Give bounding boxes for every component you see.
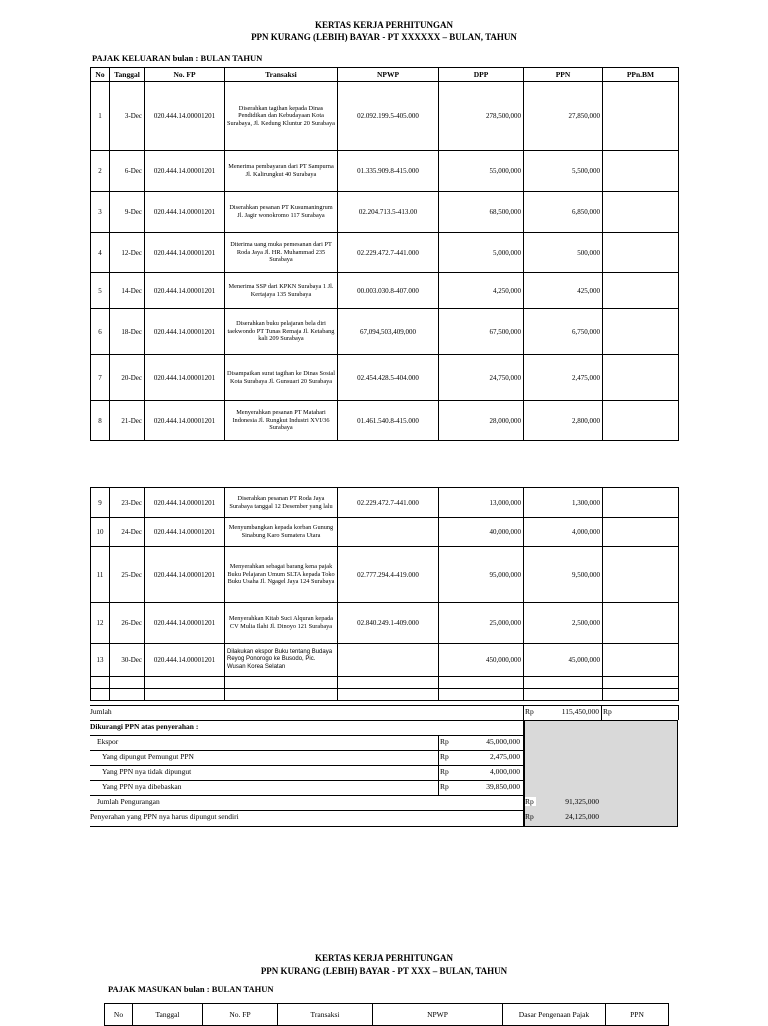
cell-fp: 020.444.14.00001201 xyxy=(145,547,225,603)
jumlah-label: Jumlah xyxy=(90,707,112,716)
cell-npwp: 02.454.428.5-404.000 xyxy=(338,355,439,401)
cell-fp: 020.444.14.00001201 xyxy=(145,644,225,677)
table-row xyxy=(91,677,679,689)
table-row xyxy=(91,273,679,309)
cell-ppn: 45,000,000 xyxy=(524,644,603,677)
header-ppn: PPN xyxy=(524,68,603,82)
cell-ppnbm xyxy=(603,273,679,309)
cell-ppnbm xyxy=(603,401,679,441)
cell-ppnbm xyxy=(603,355,679,401)
item-value: 4,000,000 xyxy=(490,767,520,776)
table-row xyxy=(91,547,679,603)
table-row xyxy=(91,603,679,644)
cell-tanggal: 6-Dec xyxy=(110,151,145,192)
cell-ppnbm xyxy=(603,151,679,192)
cell-dpp: 28,000,000 xyxy=(439,401,524,441)
item-label: Yang dipungut Pemungut PPN xyxy=(102,752,194,761)
cell-tanggal: 21-Dec xyxy=(110,401,145,441)
pajak-keluaran-continued-table xyxy=(90,487,679,701)
cell-dpp: 450,000,000 xyxy=(439,644,524,677)
cell-npwp: 01.461.540.8-415.000 xyxy=(338,401,439,441)
cell-npwp xyxy=(338,518,439,547)
cell-tanggal: 20-Dec xyxy=(110,355,145,401)
table-row xyxy=(91,488,679,518)
penyerahan-label: Penyerahan yang PPN nya harus dipungut sendiri xyxy=(90,812,239,821)
rp-label: Rp xyxy=(603,707,612,716)
cell-ppn: 425,000 xyxy=(524,273,603,309)
rp-label: Rp xyxy=(440,752,449,761)
table-row xyxy=(91,233,679,273)
cell-dpp: 4,250,000 xyxy=(439,273,524,309)
item-label: Ekspor xyxy=(97,737,119,746)
cell-no: 6 xyxy=(91,309,110,355)
cell-transaksi: Disampaikan surat tagihan ke Dinas Sosial Kota Surabaya Jl. Gunsuari 20 Surabaya xyxy=(225,355,338,401)
cell-fp: 020.444.14.00001201 xyxy=(145,151,225,192)
cell-ppnbm xyxy=(603,192,679,233)
cell-ppnbm xyxy=(603,233,679,273)
cell-no: 1 xyxy=(91,82,110,151)
rp-label: Rp xyxy=(525,812,534,821)
section-pajak-masukan: PAJAK MASUKAN bulan : BULAN TAHUN xyxy=(108,984,274,994)
jumlah-pengurangan-value: 91,325,000 xyxy=(565,797,599,806)
cell-no: 5 xyxy=(91,273,110,309)
cell-dpp: 5,000,000 xyxy=(439,233,524,273)
cell-ppn: 27,850,000 xyxy=(524,82,603,151)
cell-npwp: 02.229.472.7-441.000 xyxy=(338,233,439,273)
cell-tanggal: 30-Dec xyxy=(110,644,145,677)
table-row xyxy=(91,151,679,192)
rp-label: Rp xyxy=(440,767,449,776)
cell-fp: 020.444.14.00001201 xyxy=(145,401,225,441)
cell-npwp: 02.840.249.1-409.000 xyxy=(338,603,439,644)
cell-transaksi: Menyerahkan pesanan PT Matahari Indonesia Jl. Rungkut Industri XVI/36 Surabaya xyxy=(225,401,338,441)
cell-fp: 020.444.14.00001201 xyxy=(145,488,225,518)
cell-fp: 020.444.14.00001201 xyxy=(145,603,225,644)
cell-ppnbm xyxy=(603,488,679,518)
cell-no: 8 xyxy=(91,401,110,441)
header-ppnbm: PPn.BM xyxy=(603,68,679,82)
header-ppn: PPN xyxy=(606,1004,669,1026)
item-value: 2,475,000 xyxy=(490,752,520,761)
cell-npwp: 02.777.294.4-419.000 xyxy=(338,547,439,603)
table-row xyxy=(91,401,679,441)
cell-tanggal: 24-Dec xyxy=(110,518,145,547)
pajak-masukan-table xyxy=(104,1003,669,1026)
item-label: Yang PPN nya dibebaskan xyxy=(102,782,182,791)
cell-dpp: 25,000,000 xyxy=(439,603,524,644)
item-value: 45,000,000 xyxy=(486,737,520,746)
cell-tanggal: 12-Dec xyxy=(110,233,145,273)
cell-npwp xyxy=(338,644,439,677)
rp-label: Rp xyxy=(440,737,449,746)
cell-tanggal: 25-Dec xyxy=(110,547,145,603)
cell-tanggal: 9-Dec xyxy=(110,192,145,233)
doc-subtitle-2: PPN KURANG (LEBIH) BAYAR - PT XXX – BULAN, TAHUN xyxy=(260,966,508,976)
cell-no: 10 xyxy=(91,518,110,547)
cell-fp: 020.444.14.00001201 xyxy=(145,273,225,309)
cell-npwp: 01.335.909.8-415.000 xyxy=(338,151,439,192)
cell-fp: 020.444.14.00001201 xyxy=(145,355,225,401)
header-tanggal: Tanggal xyxy=(133,1004,203,1026)
doc-subtitle-1: PPN KURANG (LEBIH) BAYAR - PT XXXXXX – BULAN, TAHUN xyxy=(251,32,517,42)
header-dpp: Dasar Pengenaan Pajak xyxy=(503,1004,606,1026)
header-no: No xyxy=(91,68,110,82)
cell-ppnbm xyxy=(603,82,679,151)
rp-label: Rp xyxy=(525,707,534,716)
table-row xyxy=(91,82,679,151)
penyerahan-value: 24,125,000 xyxy=(565,812,599,821)
cell-ppn: 1,300,000 xyxy=(524,488,603,518)
cell-tanggal: 3-Dec xyxy=(110,82,145,151)
jumlah-pengurangan-label: Jumlah Pengurangan xyxy=(97,797,160,806)
cell-fp: 020.444.14.00001201 xyxy=(145,233,225,273)
table-row xyxy=(91,689,679,701)
cell-ppn: 9,500,000 xyxy=(524,547,603,603)
cell-tanggal: 23-Dec xyxy=(110,488,145,518)
dikurangi-label: Dikurangi PPN atas penyerahan : xyxy=(90,722,199,731)
table-row xyxy=(91,192,679,233)
cell-dpp: 55,000,000 xyxy=(439,151,524,192)
table-header-row xyxy=(91,68,679,82)
pajak-keluaran-table xyxy=(90,67,679,441)
header-transaksi: Transaksi xyxy=(278,1004,373,1026)
cell-dpp: 13,000,000 xyxy=(439,488,524,518)
cell-npwp: 02.092.199.5-405.000 xyxy=(338,82,439,151)
cell-transaksi: Diserahkan pesanan PT Roda Jaya Surabaya tanggal 12 Desember yang lalu xyxy=(225,488,338,518)
cell-dpp: 95,000,000 xyxy=(439,547,524,603)
section-pajak-keluaran: PAJAK KELUARAN bulan : BULAN TAHUN xyxy=(92,53,263,63)
cell-tanggal: 26-Dec xyxy=(110,603,145,644)
cell-npwp: 00.003.030.8-407.000 xyxy=(338,273,439,309)
cell-ppn: 6,750,000 xyxy=(524,309,603,355)
cell-fp: 020.444.14.00001201 xyxy=(145,82,225,151)
cell-ppnbm xyxy=(603,309,679,355)
cell-transaksi: Diserahkan tagihan kepada Dinas Pendidikan dan Kebudayaan Kota Surabaya, Jl. Kedung Kluntur 20 Surabaya xyxy=(225,82,338,151)
cell-ppnbm xyxy=(603,603,679,644)
cell-no: 7 xyxy=(91,355,110,401)
cell-transaksi: Diserahkan pesanan PT Kusumaningrum Jl. Jagir wonokromo 117 Surabaya xyxy=(225,192,338,233)
cell-ppnbm xyxy=(603,547,679,603)
cell-npwp: 02.229.472.7-441.000 xyxy=(338,488,439,518)
table-row xyxy=(91,309,679,355)
cell-transaksi: Dilakukan ekspor Buku tentang Budaya Reyog Ponorogo ke Busodo, Pic. Wusan Korea Selatan xyxy=(225,644,338,677)
cell-ppn: 2,800,000 xyxy=(524,401,603,441)
cell-dpp: 67,500,000 xyxy=(439,309,524,355)
table-row xyxy=(91,518,679,547)
cell-transaksi: Menerima pembayaran dari PT Sampurna Jl. Kalirungkut 40 Surabaya xyxy=(225,151,338,192)
cell-ppnbm xyxy=(603,644,679,677)
cell-transaksi: Menyerahkan sebagai barang kena pajak Buku Pelajaran Umum SLTA kepada Toko Buku Usaha Jl. Ngagel Jaya 124 Surabaya xyxy=(225,547,338,603)
cell-ppn: 4,000,000 xyxy=(524,518,603,547)
cell-transaksi: Menerima SSP dari KPKN Surabaya 1 Jl. Kertajaya 135 Surabaya xyxy=(225,273,338,309)
cell-transaksi: Menyerahkan Kitab Suci Alquran kepada CV Mulia Ilahi Jl. Dinoyo 121 Surabaya xyxy=(225,603,338,644)
header-transaksi: Transaksi xyxy=(225,68,338,82)
cell-no: 13 xyxy=(91,644,110,677)
cell-transaksi: Menyumbangkan kepada korban Gunung Sinabung Karo Sumatera Utara xyxy=(225,518,338,547)
cell-tanggal: 14-Dec xyxy=(110,273,145,309)
cell-ppn: 2,500,000 xyxy=(524,603,603,644)
header-npwp: NPWP xyxy=(338,68,439,82)
header-no: No xyxy=(105,1004,133,1026)
cell-dpp: 68,500,000 xyxy=(439,192,524,233)
cell-dpp: 24,750,000 xyxy=(439,355,524,401)
cell-ppn: 2,475,000 xyxy=(524,355,603,401)
cell-no: 3 xyxy=(91,192,110,233)
cell-no: 11 xyxy=(91,547,110,603)
shaded-area xyxy=(524,720,678,827)
cell-npwp: 67,094,503,409,000 xyxy=(338,309,439,355)
cell-ppnbm xyxy=(603,518,679,547)
rp-label: Rp xyxy=(440,782,449,791)
cell-transaksi: Diterima uang muka pemesanan dari PT Roda Jaya Jl. HR. Muhammad 235 Surabaya xyxy=(225,233,338,273)
cell-ppn: 6,850,000 xyxy=(524,192,603,233)
cell-ppn: 5,500,000 xyxy=(524,151,603,192)
cell-transaksi: Diserahkan buku pelajaran bela diri taekwondo PT Tunas Remaja Jl. Ketabang kali 209 Surabaya xyxy=(225,309,338,355)
header-no-fp: No. FP xyxy=(203,1004,278,1026)
rp-label: Rp xyxy=(525,797,534,806)
cell-dpp: 278,500,000 xyxy=(439,82,524,151)
cell-fp: 020.444.14.00001201 xyxy=(145,192,225,233)
item-value: 39,850,000 xyxy=(486,782,520,791)
cell-tanggal: 18-Dec xyxy=(110,309,145,355)
cell-no: 12 xyxy=(91,603,110,644)
cell-no: 4 xyxy=(91,233,110,273)
table-row xyxy=(91,644,679,677)
doc-title-2: KERTAS KERJA PERHITUNGAN xyxy=(314,953,454,963)
jumlah-ppn-value: 115,450,000 xyxy=(561,707,599,716)
cell-dpp: 40,000,000 xyxy=(439,518,524,547)
table-header-row xyxy=(105,1004,669,1026)
table-row xyxy=(91,355,679,401)
cell-ppn: 500,000 xyxy=(524,233,603,273)
header-tanggal: Tanggal xyxy=(110,68,145,82)
cell-fp: 020.444.14.00001201 xyxy=(145,518,225,547)
header-npwp: NPWP xyxy=(373,1004,503,1026)
item-label: Yang PPN nya tidak dipungut xyxy=(102,767,192,776)
doc-title-1: KERTAS KERJA PERHITUNGAN xyxy=(314,20,454,30)
cell-fp: 020.444.14.00001201 xyxy=(145,309,225,355)
header-no-fp: No. FP xyxy=(145,68,225,82)
cell-no: 9 xyxy=(91,488,110,518)
cell-npwp: 02.204.713.5-413.00 xyxy=(338,192,439,233)
cell-no: 2 xyxy=(91,151,110,192)
header-dpp: DPP xyxy=(439,68,524,82)
